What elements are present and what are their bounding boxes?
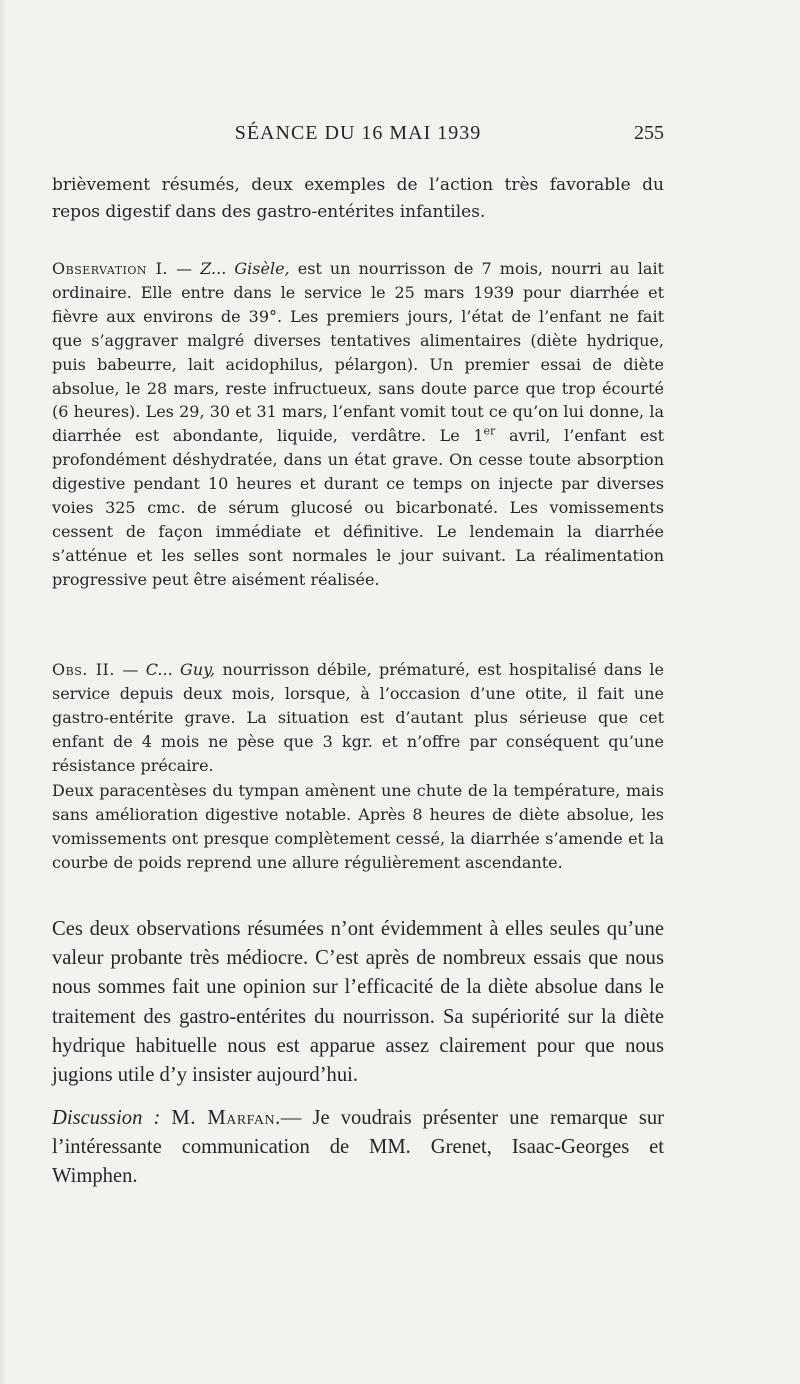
observation-1-text — [52, 257, 664, 592]
observation-2-dash: — — [122, 660, 139, 679]
observation-1-dash: — — [176, 259, 193, 278]
page-number: 255 — [634, 122, 664, 144]
conclusion-text: Ces deux observations résumées n’ont évidemment à elles seules qu’une valeur probante très médiocre. C’est après de nombreux essais que nous nous sommes fait une opinion sur l’efficacité de la diète absolue dans le traitement des gastro-entérites du nourrisson. Sa supériorité sur la diète hydrique habituelle nous est apparue assez clairement pour que nous jugions utile d’y insister aujourd’hui. — [52, 918, 664, 1087]
observation-1-label: Observation I. — [52, 259, 169, 278]
intro-paragraph — [52, 172, 664, 226]
conclusion-paragraph — [52, 915, 664, 1090]
page-edge-shadow — [0, 0, 6, 1384]
running-header — [52, 122, 664, 152]
observation-1-body-continued: avril, l’enfant est profondément déshydratée, dans un état grave. On cesse toute absorption digestive pendant 10 heures et durant ce temps on injecte par diverses voies 325 cmc. de sérum glucosé ou bicarbonaté. Les vomissements cessent de façon immédiate et définitive. Le lendemain la diarrhée s’atténue et les selles sont normales le jour suivant. La réalimentation progressive peut être aisément réalisée. — [52, 426, 665, 589]
discussion-label: Discussion : — [52, 1107, 161, 1129]
observation-1-paragraph — [52, 257, 664, 592]
observation-2-followup-text: Deux paracentèses du tympan amènent une chute de la température, mais sans amélioration digestive notable. Après 8 heures de diète absolue, les vomissements ont presque complètement cessé, la diarrhée s’amende et la courbe de poids reprend une allure régulièrement ascendante. — [52, 781, 664, 872]
discussion-body: Je voudrais présenter une remarque sur l’intéressante communication de MM. Grenet, Isaac-Georges et Wimphen. — [52, 1107, 664, 1188]
discussion-dash: — — [280, 1107, 302, 1129]
discussion-text — [52, 1104, 664, 1192]
observation-2-patient: C... Guy, — [145, 660, 216, 679]
observation-2-label: Obs. II. — [52, 660, 115, 679]
discussion-paragraph — [52, 1104, 664, 1192]
discussion-speaker: M. Marfan. — [171, 1107, 281, 1129]
observation-2-paragraph — [52, 658, 664, 778]
intro-text: brièvement résumés, deux exemples de l’action très favorable du repos digestif dans des gastro-entérites infantiles. — [52, 175, 664, 222]
observation-1-body: est un nourrisson de 7 mois, nourri au lait ordinaire. Elle entre dans le service le 25 mars 1939 pour diarrhée et fièvre aux environs de 39°. Les premiers jours, l’état de l’enfant ne fait que s’aggraver malgré diverses tentatives alimentaires (diète hydrique, puis babeurre, lait acidophilus, pélargon). Un premier essai de diète absolue, le 28 mars, reste infructueux, sans doute parce que trop écourté (6 heures). Les 29, 30 et 31 mars, l’enfant vomit tout ce qu’on lui donne, la diarrhée est abondante, liquide, verdâtre. Le 1 — [52, 259, 664, 446]
header-title: SÉANCE DU 16 MAI 1939 — [234, 122, 482, 144]
observation-2-followup-paragraph — [52, 779, 664, 875]
observation-1-superscript: er — [483, 425, 496, 439]
observation-2-text — [52, 658, 664, 778]
observation-2-body: nourrisson débile, prématuré, est hospitalisé dans le service depuis deux mois, lorsque, à l’occasion d’une otite, il fait une gastro-entérite grave. La situation est d’autant plus sérieuse que cet enfant de 4 mois ne pèse que 3 kgr. et n’offre par conséquent qu’une résistance précaire. — [52, 660, 664, 775]
observation-1-patient: Z... Gisèle, — [200, 259, 290, 278]
